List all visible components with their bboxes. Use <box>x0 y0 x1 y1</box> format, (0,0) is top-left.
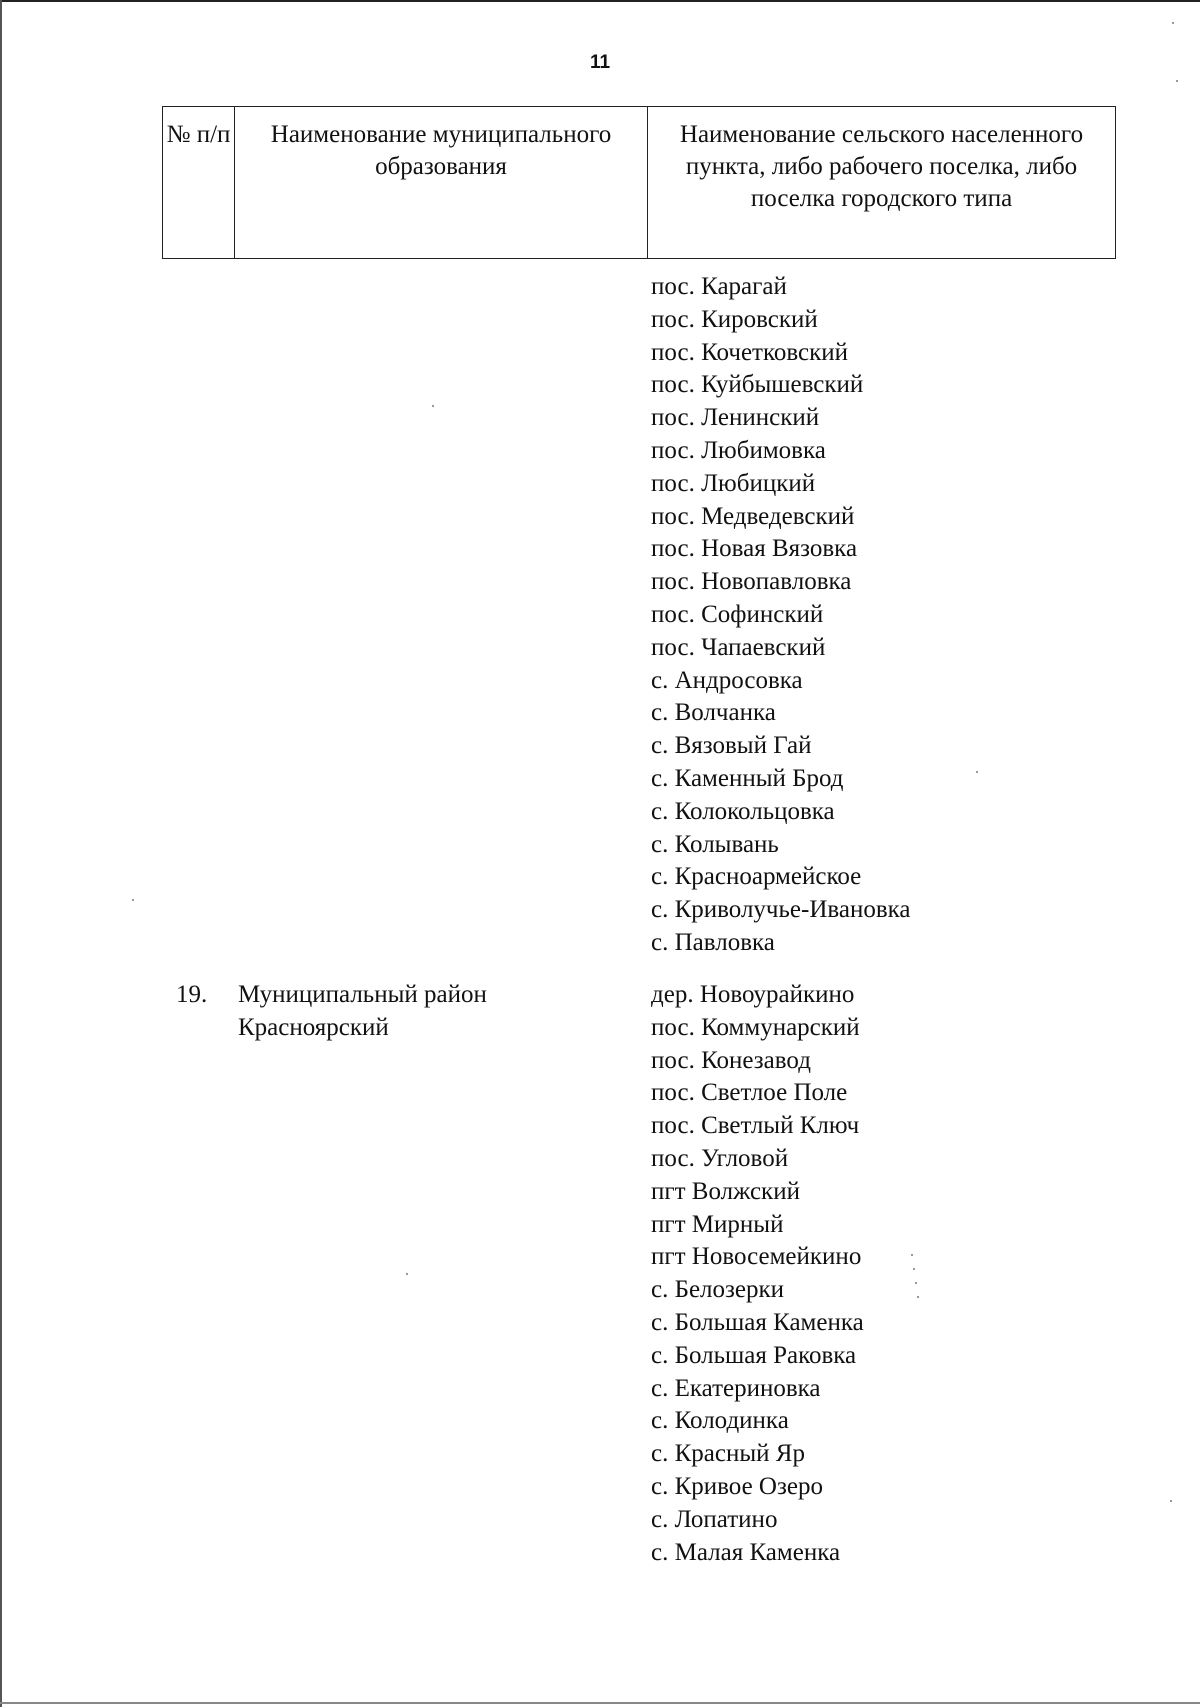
settlement-item: пос. Чапаевский <box>651 633 826 661</box>
scan-speck <box>915 1282 917 1284</box>
settlement-item: пос. Светлое Поле <box>651 1079 848 1107</box>
scan-speck <box>917 1296 919 1298</box>
scan-speck <box>432 405 434 407</box>
settlement-item: с. Колодинка <box>651 1407 789 1435</box>
settlement-item: с. Белозерки <box>651 1276 785 1304</box>
scan-speck <box>406 1273 408 1275</box>
scan-speck <box>911 1254 913 1256</box>
settlement-item: с. Андросовка <box>651 666 803 694</box>
settlement-item: пос. Светлый Ключ <box>651 1112 860 1140</box>
settlement-item: пос. Любицкий <box>651 469 816 497</box>
header-col-settlement: Наименование сельского населенного пункта, либо рабочего поселка, либо поселка городского типа <box>679 121 1084 212</box>
settlement-item: пос. Карагай <box>651 273 787 300</box>
settlement-item: пос. Ленинский <box>651 404 820 432</box>
settlement-item: с. Криволучье-Ивановка <box>651 896 911 924</box>
municipality-name: Муниципальный район Красноярский <box>238 981 487 1041</box>
settlement-item: с. Колокольцовка <box>651 797 835 825</box>
settlement-item: с. Вязовый Гай <box>651 732 812 760</box>
settlement-item: с. Красный Яр <box>651 1440 805 1468</box>
settlement-item: с. Каменный Брод <box>651 764 844 792</box>
settlement-item: пос. Медведевский <box>651 502 855 530</box>
header-col-municipality: Наименование муниципального образования <box>235 107 648 258</box>
settlement-item: пос. Конезавод <box>651 1046 811 1074</box>
settlement-item: пгт Мирный <box>651 1210 784 1238</box>
settlement-item: с. Лопатино <box>651 1505 778 1533</box>
settlement-item: пос. Новая Вязовка <box>651 535 858 563</box>
settlement-item: с. Волчанка <box>651 699 776 727</box>
settlement-item: пос. Кочетковский <box>651 338 849 366</box>
continuation-settlement-list <box>651 271 911 960</box>
settlement-item: пос. Коммунарский <box>651 1013 860 1041</box>
scan-speck <box>1170 1500 1172 1502</box>
settlement-item: пгт Волжский <box>651 1177 800 1205</box>
settlement-item: с. Екатериновка <box>651 1374 821 1402</box>
table-header <box>162 106 1116 259</box>
scan-border-bottom <box>0 1702 1200 1704</box>
scan-border-left <box>0 0 2 1707</box>
settlement-item: пос. Новопавловка <box>651 568 852 596</box>
scan-border-top <box>0 0 1200 2</box>
settlement-item: с. Большая Каменка <box>651 1308 864 1336</box>
settlement-item: с. Малая Каменка <box>651 1538 841 1566</box>
page-number: 11 <box>589 52 611 73</box>
settlement-item: пос. Любимовка <box>651 436 826 464</box>
settlement-item: с. Колывань <box>651 830 779 858</box>
scan-speck <box>913 1268 915 1270</box>
scan-speck <box>132 899 134 901</box>
settlement-item: с. Павловка <box>651 928 775 956</box>
settlement-item: с. Красноармейское <box>651 863 862 891</box>
settlement-item: пос. Угловой <box>651 1144 789 1172</box>
scan-speck <box>1172 22 1174 24</box>
settlement-item: дер. Новоурайкино <box>651 981 855 1008</box>
header-col-number: № п/п <box>163 107 235 258</box>
scan-speck <box>976 771 978 773</box>
row19-settlement-list <box>651 979 864 1569</box>
settlement-item: с. Кривое Озеро <box>651 1472 823 1500</box>
settlement-item: пос. Куйбышевский <box>651 371 864 399</box>
settlement-item: пгт Новосемейкино <box>651 1243 862 1271</box>
settlement-item: пос. Кировский <box>651 305 818 333</box>
settlement-item: с. Большая Раковка <box>651 1341 857 1369</box>
scan-speck <box>1176 80 1178 82</box>
row-number: 19. <box>176 981 208 1008</box>
settlement-item: пос. Софинский <box>651 600 824 628</box>
